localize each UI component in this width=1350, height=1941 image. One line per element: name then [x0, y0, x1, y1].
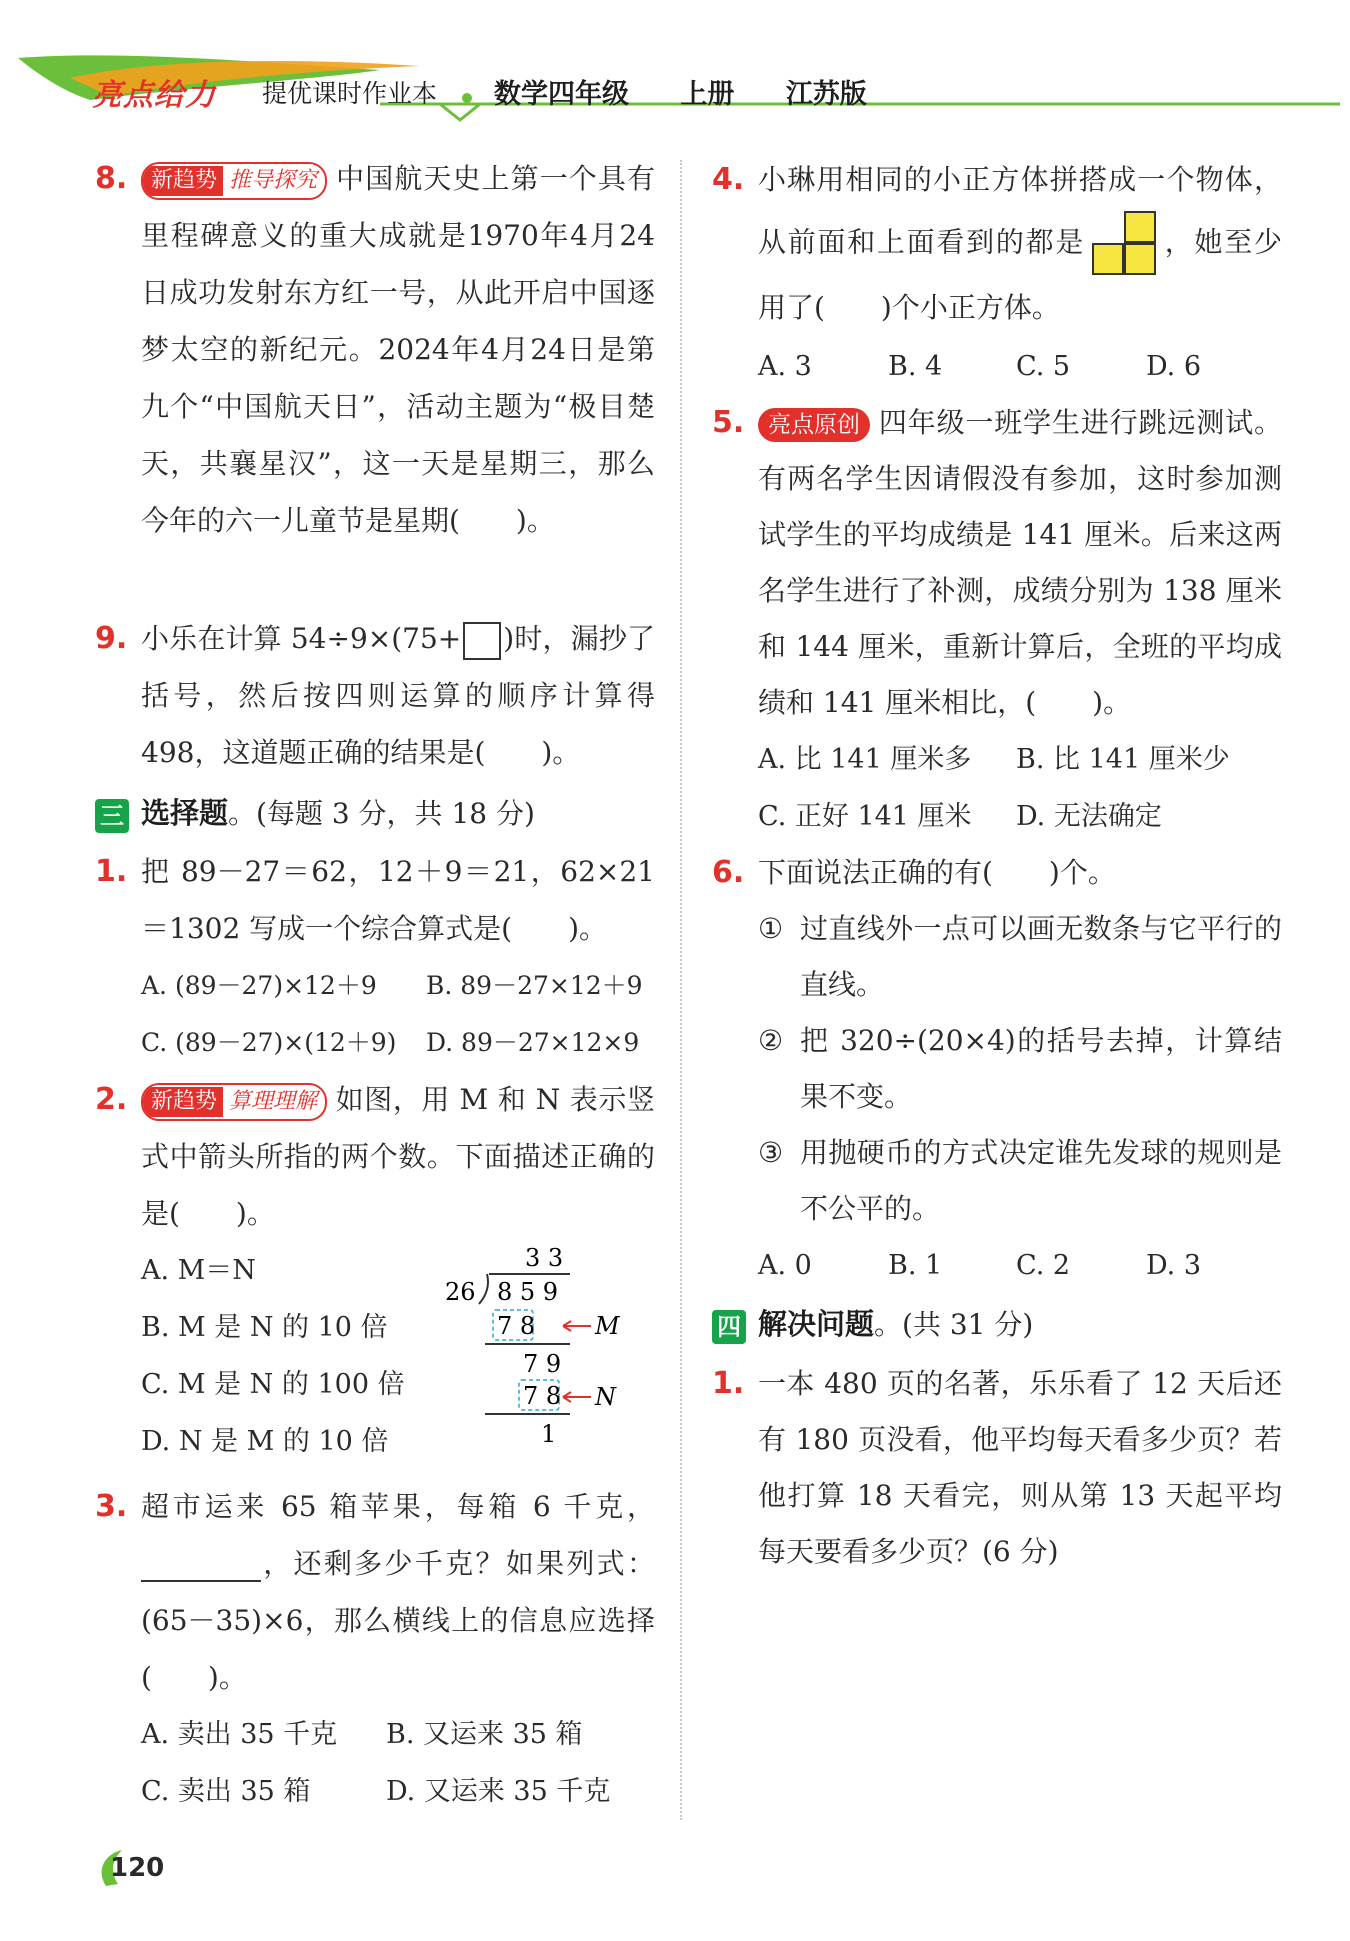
- option-d[interactable]: D. 89－27×12×9: [426, 1028, 640, 1057]
- section-heading-choice: [95, 785, 655, 841]
- trend-badge: 新趋势 推导探究: [141, 162, 327, 200]
- option-a[interactable]: A. M＝N: [141, 1255, 256, 1286]
- option-d[interactable]: D. 无法确定: [1016, 801, 1162, 832]
- choice-question-5: [712, 395, 1282, 845]
- question-text: 中国航天史上第一个具有里程碑意义的重大成就是1970年4月24日成功发射东方红一号，从此开启中国逐梦太空的新纪元。2024年4月24日是第九个“中国航天日”，活动主题为“极目楚天，共襄星汉”，这一天是星期三，那么今年的六一儿童节是星期( )。: [141, 162, 655, 537]
- question-text-part-1: 超市运来 65 箱苹果，每箱 6 千克，: [141, 1490, 655, 1523]
- partial-remainder: 7 9: [523, 1350, 562, 1378]
- question-number: 2.: [95, 1082, 128, 1117]
- dividend: 8 5 9: [497, 1278, 559, 1306]
- option-c[interactable]: C. 5: [1016, 351, 1071, 382]
- section-score-note: 。(共 31 分): [874, 1308, 1034, 1341]
- label-n: N: [595, 1383, 616, 1411]
- page-number: 120: [110, 1853, 165, 1883]
- option-a[interactable]: A. (89－27)×12＋9: [141, 971, 377, 1000]
- option-b[interactable]: B. 89－27×12＋9: [426, 971, 643, 1000]
- volume: 上册: [680, 79, 735, 110]
- question-number: 1.: [712, 1366, 745, 1401]
- question-text: 四年级一班学生进行跳远测试。有两名学生因请假没有参加，这时参加测试学生的平均成绩是 141 厘米。后来这两名学生进行了补测，成绩分别为 138 厘米和 144 厘米，重新计算后，全班的平均成绩和 141 厘米相比，( )。: [758, 406, 1282, 719]
- section-heading-problems: [712, 1296, 1282, 1352]
- option-b[interactable]: B. 又运来 35 箱: [386, 1719, 583, 1750]
- question-number: 3.: [95, 1489, 128, 1524]
- options: [141, 1242, 405, 1470]
- option-a[interactable]: A. 0: [758, 1250, 812, 1281]
- choice-question-2: [95, 1071, 655, 1474]
- statement-1: ① 过直线外一点可以画无数条与它平行的直线。: [758, 912, 1282, 1001]
- options: [141, 957, 655, 1071]
- question-text: 如图，用 M 和 N 表示竖式中箭头所指的两个数。下面描述正确的是( )。: [141, 1083, 655, 1230]
- question-number: 4.: [712, 162, 745, 197]
- option-c[interactable]: C. 卖出 35 箱: [141, 1776, 311, 1807]
- quotient: 3 3: [525, 1244, 564, 1272]
- original-badge: 亮点原创: [758, 408, 870, 442]
- left-column: [95, 150, 655, 1820]
- page-header: [0, 0, 1350, 130]
- option-b[interactable]: B. M 是 N 的 10 倍: [141, 1312, 388, 1343]
- question-number: 1.: [95, 854, 128, 889]
- option-a[interactable]: A. 卖出 35 千克: [141, 1719, 338, 1750]
- edition: 江苏版: [785, 79, 867, 110]
- question-text: 把 89－27＝62，12＋9＝21，62×21＝1302 写成一个综合算式是( )。: [141, 855, 655, 945]
- option-d[interactable]: D. 又运来 35 千克: [386, 1776, 611, 1807]
- option-c[interactable]: C. M 是 N 的 100 倍: [141, 1369, 405, 1400]
- book-info: [494, 72, 897, 111]
- remainder: 1: [541, 1420, 557, 1448]
- question-8: [95, 150, 655, 610]
- question-text-part-2: ，还剩多少千克？如果列式：(65－35)×6，那么横线上的信息应选择( )。: [141, 1547, 655, 1694]
- option-a[interactable]: A. 3: [758, 351, 812, 382]
- options: [758, 731, 1282, 845]
- problem-1: [712, 1356, 1282, 1580]
- options: [758, 1237, 1282, 1294]
- question-text: 一本 480 页的名著，乐乐看了 12 天后还有 180 页没看，他平均每天看多少页？若他打算 18 天看完，则从第 13 天起平均每天要看多少页？(6 分): [758, 1367, 1282, 1568]
- option-b[interactable]: B. 4: [888, 351, 943, 382]
- fill-in-blank[interactable]: [141, 1550, 261, 1582]
- options: [758, 338, 1282, 395]
- options: [141, 1706, 655, 1820]
- product-line-1: 7 8: [497, 1312, 536, 1340]
- statement-3: ③ 用抛硬币的方式决定谁先发球的规则是不公平的。: [758, 1136, 1282, 1225]
- question-number: 5.: [712, 405, 745, 440]
- column-divider: [680, 160, 682, 1820]
- brand-logo-text: 亮点给力: [92, 78, 216, 113]
- label-m: M: [595, 1312, 620, 1340]
- question-number: 9.: [95, 621, 128, 656]
- trend-badge: 新趋势 算理理解: [141, 1083, 327, 1121]
- statement-list: [758, 901, 1282, 1237]
- long-division-figure: [445, 1242, 655, 1472]
- option-b[interactable]: B. 比 141 厘米少: [1016, 744, 1230, 775]
- right-column: [712, 150, 1282, 1580]
- choice-question-3: [95, 1478, 655, 1820]
- divisor: 26: [445, 1278, 476, 1306]
- option-d[interactable]: D. N 是 M 的 10 倍: [141, 1426, 389, 1457]
- option-b[interactable]: B. 1: [888, 1250, 943, 1281]
- option-c[interactable]: C. (89－27)×(12＋9): [141, 1028, 397, 1057]
- option-d[interactable]: D. 3: [1146, 1250, 1202, 1281]
- section-title: 解决问题: [758, 1307, 875, 1341]
- question-text-part-2: )时，漏抄了括号，然后按四则运算的顺序计算得498，这道题正确的结果是( )。: [141, 622, 655, 769]
- answer-box: [463, 622, 501, 660]
- option-d[interactable]: D. 6: [1146, 351, 1202, 382]
- section-score-note: 。(每题 3 分，共 18 分): [228, 797, 535, 830]
- question-text-part-2: ，她至少用了( )个小正方体。: [758, 225, 1282, 324]
- question-9: [95, 610, 655, 785]
- choice-question-4: [712, 150, 1282, 395]
- series-title: 提优课时作业本: [262, 79, 438, 108]
- question-number: 6.: [712, 855, 745, 890]
- option-c[interactable]: C. 正好 141 厘米: [758, 801, 972, 832]
- question-text: 下面说法正确的有( )个。: [758, 856, 1116, 889]
- option-c[interactable]: C. 2: [1016, 1250, 1071, 1281]
- product-line-2: 7 8: [523, 1382, 562, 1410]
- subject-grade: 数学四年级: [494, 79, 629, 110]
- question-text-part-1: 小乐在计算 54÷9×(75+: [141, 622, 462, 655]
- choice-question-1: [95, 843, 655, 1071]
- option-a[interactable]: A. 比 141 厘米多: [758, 744, 972, 775]
- section-number-tag: 三: [95, 799, 129, 833]
- question-text-part-1: 小琳用相同的小正方体拼搭成一个物体，从前面和上面看到的都是: [758, 163, 1282, 259]
- statement-2: ② 把 320÷(20×4)的括号去掉，计算结果不变。: [758, 1024, 1282, 1113]
- cube-view-figure: [1089, 210, 1159, 278]
- section-title: 选择题: [141, 796, 229, 830]
- choice-question-6: [712, 845, 1282, 1294]
- section-number-tag: 四: [712, 1310, 746, 1344]
- question-number: 8.: [95, 161, 128, 196]
